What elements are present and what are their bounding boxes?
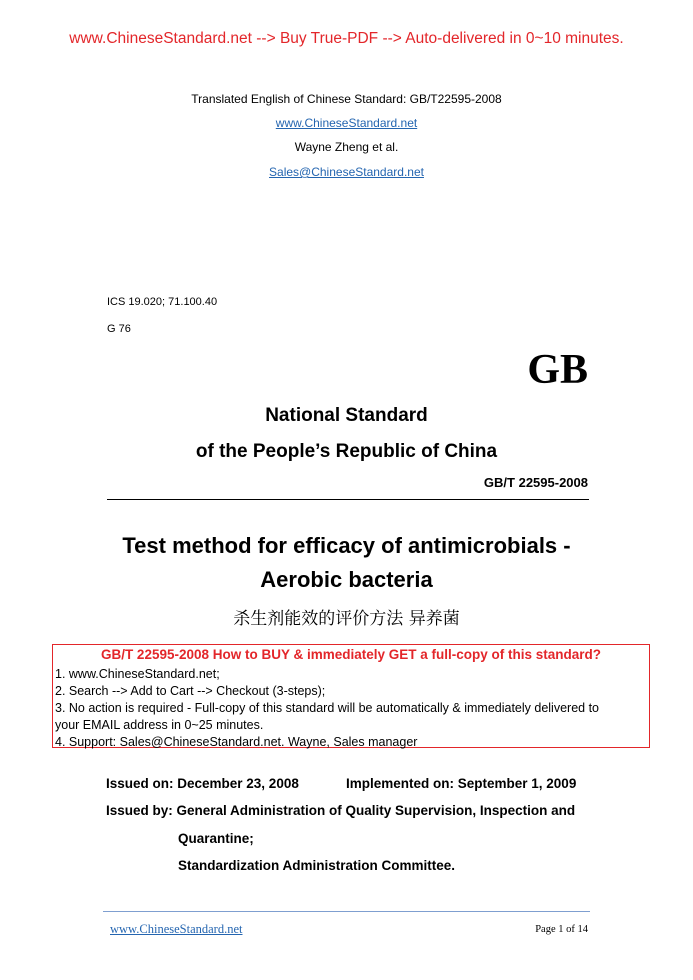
footer-link[interactable]: www.ChineseStandard.net: [110, 922, 243, 936]
buy-step-3: 3. No action is required - Full-copy of this standard will be automatically & immediately delivered to: [55, 701, 599, 715]
ics-code: ICS 19.020; 71.100.40: [107, 296, 218, 308]
footer-divider: [103, 911, 590, 912]
buy-box: [52, 644, 650, 748]
standard-code: GB/T 22595-2008: [483, 475, 588, 490]
gb-mark: GB: [527, 347, 588, 393]
email-link-wrapper: [0, 165, 693, 179]
top-banner-link[interactable]: www.ChineseStandard.net --> Buy True-PDF --> Auto-delivered in 0~10 minutes.: [69, 30, 624, 47]
author-line: Wayne Zheng et al.: [294, 140, 399, 154]
issued-by-2: Quarantine;: [178, 831, 254, 846]
buy-step-2: 2. Search --> Add to Cart --> Checkout (3-steps);: [55, 684, 326, 698]
title-line1: Test method for efficacy of antimicrobials -: [122, 533, 571, 558]
site-link[interactable]: www.ChineseStandard.net: [275, 116, 418, 130]
page-number: Page 1 of 14: [535, 924, 588, 935]
buy-step-4: 4. Support: Sales@ChineseStandard.net. Wayne, Sales manager: [55, 735, 418, 749]
implemented-on: Implemented on: September 1, 2009: [346, 776, 577, 791]
issued-on: Issued on: December 23, 2008: [106, 776, 299, 791]
buy-step-1[interactable]: 1. www.ChineseStandard.net;: [55, 667, 220, 681]
translated-heading: Translated English of Chinese Standard: GB/T22595-2008: [191, 92, 502, 106]
title-chinese: 杀生剂能效的评价方法 异养菌: [233, 609, 460, 629]
national-standard-line2: of the People’s Republic of China: [195, 441, 498, 462]
g-code: G 76: [107, 323, 131, 335]
issued-by-3: Standardization Administration Committee.: [178, 858, 456, 873]
national-standard-line1: National Standard: [265, 405, 428, 426]
email-link[interactable]: Sales@ChineseStandard.net: [269, 165, 424, 179]
buy-step-3-cont: your EMAIL address in 0~25 minutes.: [55, 718, 264, 732]
header-divider: [107, 499, 589, 500]
site-link-wrapper: [0, 116, 693, 130]
title-line2: Aerobic bacteria: [260, 567, 433, 592]
buy-box-title[interactable]: GB/T 22595-2008 How to BUY & immediately GET a full-copy of this standard?: [100, 647, 602, 662]
issued-by: Issued by: General Administration of Quality Supervision, Inspection and: [106, 803, 576, 818]
